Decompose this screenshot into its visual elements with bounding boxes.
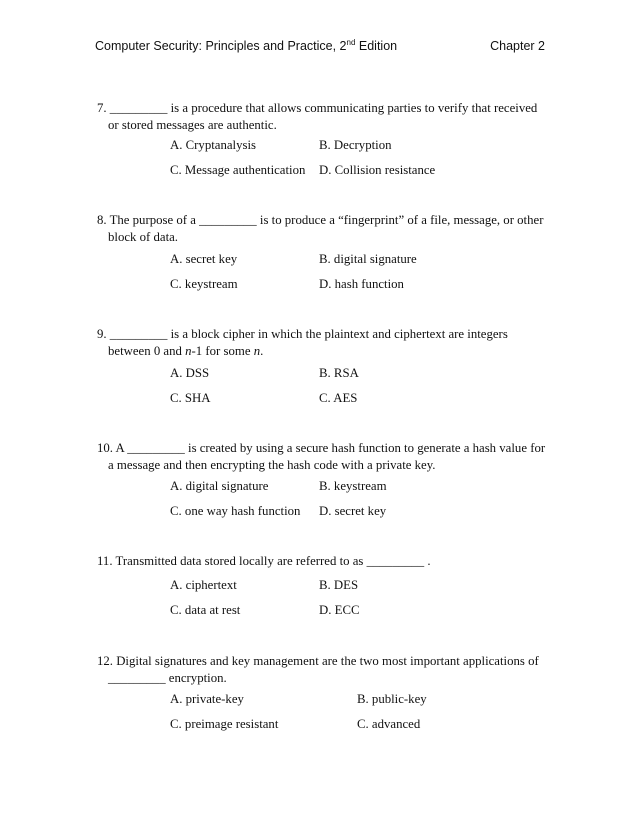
option-c: C. SHA (170, 391, 211, 405)
option-a: A. Cryptanalysis (170, 138, 257, 152)
option-d: C. AES (319, 391, 358, 405)
question-10 (97, 440, 547, 474)
chapter-label: Chapter 2 (490, 39, 545, 53)
question-stem: 12. Digital signatures and key management are the two most important applications of _________ encryption. (97, 654, 539, 685)
question-stem: 11. Transmitted data stored locally are referred to as _________ . (97, 554, 431, 568)
option-b: B. digital signature (319, 252, 417, 266)
option-d: D. secret key (319, 504, 387, 518)
question-11 (97, 553, 547, 570)
question-stem: 10. A _________ is created by using a secure hash function to generate a hash value for a message and then encrypting the hash code with a private key. (97, 441, 546, 472)
option-c: C. preimage resistant (170, 717, 279, 731)
option-d: D. hash function (319, 277, 404, 291)
book-title: Computer Security: Principles and Practice, 2nd Edition (95, 37, 398, 53)
option-a: A. ciphertext (170, 578, 237, 592)
question-7 (97, 100, 547, 134)
option-c: C. Message authentication (170, 163, 306, 177)
page-header (95, 39, 545, 57)
question-stem: 9. _________ is a block cipher in which the plaintext and ciphertext are integers between 0 and n-1 for some n. (97, 327, 508, 358)
option-d: D. Collision resistance (319, 163, 436, 177)
option-c: C. keystream (170, 277, 238, 291)
option-b: B. RSA (319, 366, 359, 380)
question-12 (97, 653, 547, 687)
option-b: B. keystream (319, 479, 387, 493)
option-b: B. DES (319, 578, 359, 592)
question-9 (97, 326, 547, 360)
option-c: C. one way hash function (170, 504, 301, 518)
option-d: D. ECC (319, 603, 360, 617)
question-stem: 8. The purpose of a _________ is to produce a “fingerprint” of a file, message, or other block of data. (97, 213, 544, 244)
option-a: A. secret key (170, 252, 238, 266)
option-a: A. private-key (170, 692, 244, 706)
option-a: A. DSS (170, 366, 210, 380)
option-b: B. Decryption (319, 138, 392, 152)
option-b: B. public-key (357, 692, 427, 706)
question-stem: 7. _________ is a procedure that allows communicating parties to verify that received or stored messages are authentic. (97, 101, 538, 132)
option-d: C. advanced (357, 717, 421, 731)
option-a: A. digital signature (170, 479, 269, 493)
question-8 (97, 212, 547, 246)
option-c: C. data at rest (170, 603, 241, 617)
